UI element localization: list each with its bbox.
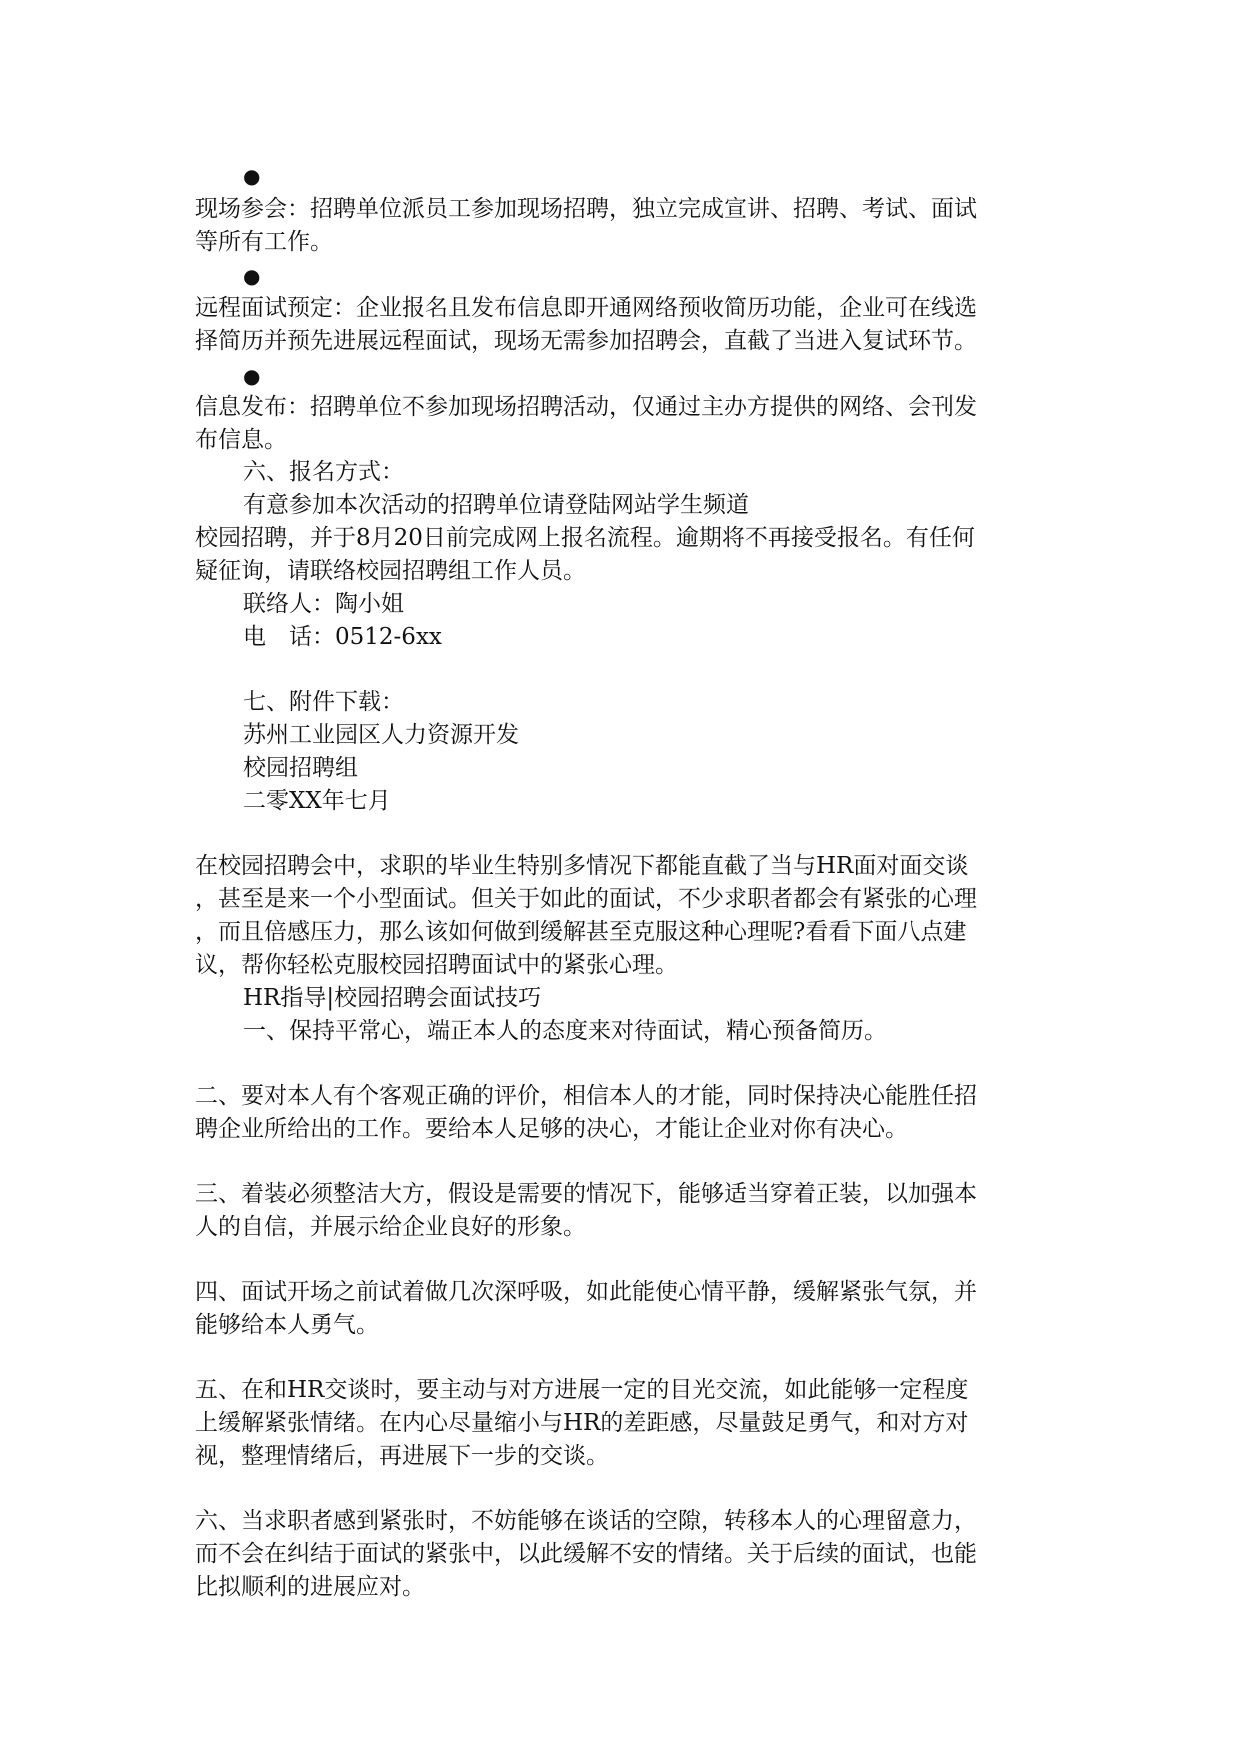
tip-line: 聘企业所给出的工作。要给本人足够的决心，才能让企业对你有决心。	[195, 1116, 908, 1142]
tip-line: 上缓解紧张情绪。在内心尽量缩小与HR的差距感，尽量鼓足勇气，和对方对	[195, 1410, 969, 1436]
tip-line: 三、着装必须整洁大方，假设是需要的情况下，能够适当穿着正装，以加强本	[195, 1181, 977, 1207]
tip-line: 能够给本人勇气。	[195, 1312, 379, 1338]
contact-person: 联络人：陶小姐	[243, 591, 404, 617]
document-date: 二零XX年七月	[243, 788, 391, 814]
tip-line: 人的自信，并展示给企业良好的形象。	[195, 1214, 586, 1240]
registration-body-line: 有意参加本次活动的招聘单位请登陆网站学生频道	[243, 492, 749, 518]
bullet-text-line: 布信息。	[195, 427, 287, 453]
bullet-marker: ●	[243, 264, 261, 288]
intro-line: 议，帮你轻松克服校园招聘面试中的紧张心理。	[195, 952, 678, 978]
tip-line: 五、在和HR交谈时，要主动与对方进展一定的目光交流，如此能够一定程度	[195, 1377, 969, 1403]
tip-line: 二、要对本人有个客观正确的评价，相信本人的才能，同时保持决心能胜任招	[195, 1083, 977, 1109]
bullet-text-line: 现场参会：招聘单位派员工参加现场招聘，独立完成宣讲、招聘、考试、面试	[195, 196, 977, 222]
contact-phone	[243, 621, 442, 653]
registration-body-line: 疑征询，请联络校园招聘组工作人员。	[195, 558, 586, 584]
tip-line: 视，整理情绪后，再进展下一步的交谈。	[195, 1443, 609, 1469]
tip-line: 而不会在纠结于面试的紧张中，以此缓解不安的情绪。关于后续的面试，也能	[195, 1541, 977, 1567]
registration-heading: 六、报名方式：	[243, 459, 404, 485]
bullet-text-line: 等所有工作。	[195, 229, 333, 255]
bullet-text-line: 远程面试预定：企业报名且发布信息即开通网络预收简历功能，企业可在线选	[195, 295, 977, 321]
tip-line: 六、当求职者感到紧张时，不妨能够在谈话的空隙，转移本人的心理留意力，	[195, 1508, 977, 1534]
intro-line: 在校园招聘会中，求职的毕业生特别多情况下都能直截了当与HR面对面交谈	[195, 853, 969, 879]
bullet-text-line: 信息发布：招聘单位不参加现场招聘活动，仅通过主办方提供的网络、会刊发	[195, 394, 977, 420]
tip-line: 一、保持平常心，端正本人的态度来对待面试，精心预备简历。	[243, 1018, 887, 1044]
tip-line: 四、面试开场之前试着做几次深呼吸，如此能使心情平静，缓解紧张气氛，并	[195, 1279, 977, 1305]
intro-line: ，甚至是来一个小型面试。但关于如此的面试，不少求职者都会有紧张的心理	[195, 886, 977, 912]
attachment-heading: 七、附件下载：	[243, 689, 404, 715]
organization-name: 苏州工业园区人力资源开发	[243, 722, 519, 748]
tip-line: 比拟顺利的进展应对。	[195, 1574, 425, 1600]
registration-body-line: 校园招聘，并于8月20日前完成网上报名流程。逾期将不再接受报名。有任何	[195, 525, 975, 551]
tips-title: HR指导|校园招聘会面试技巧	[243, 985, 542, 1011]
bullet-marker: ●	[243, 164, 261, 188]
phone-value: 0512-6xx	[335, 624, 442, 650]
bullet-marker: ●	[243, 364, 261, 388]
intro-line: ，而且倍感压力，那么该如何做到缓解甚至克服这种心理呢?看看下面八点建	[195, 919, 967, 945]
phone-label: 电 话：	[243, 624, 335, 650]
group-name: 校园招聘组	[243, 755, 358, 781]
bullet-text-line: 择简历并预先进展远程面试，现场无需参加招聘会，直截了当进入复试环节。	[195, 328, 977, 354]
